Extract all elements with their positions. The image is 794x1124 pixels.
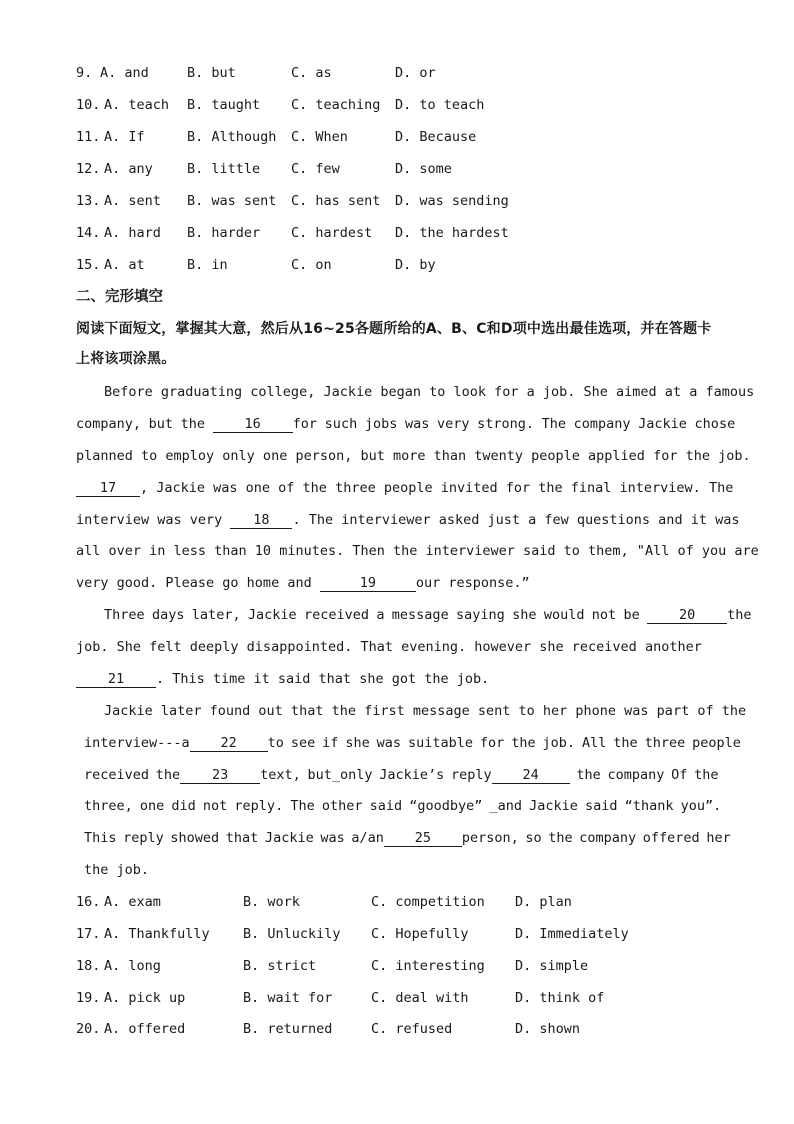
- option-a: A. any: [104, 161, 153, 177]
- passage-text: This reply showed that Jackie was a/an: [84, 830, 384, 846]
- passage-text: . This time it said that she got the job.: [156, 671, 490, 687]
- option-d: D. the hardest: [395, 225, 509, 241]
- option-d: D. to teach: [395, 97, 485, 113]
- option-c: C. teaching: [291, 97, 381, 113]
- passage-line: [76, 510, 739, 530]
- passage-text: the: [727, 607, 752, 623]
- option-b: B. but: [187, 65, 236, 81]
- passage-text: , Jackie was one of the three people invited for the final interview. The: [140, 480, 734, 496]
- option-b: B. taught: [187, 97, 261, 113]
- passage-line: [84, 733, 741, 753]
- question-number: 16.: [76, 894, 101, 910]
- option-a: A. teach: [104, 97, 170, 113]
- option-c: C. interesting: [371, 958, 485, 974]
- passage-line: [76, 446, 751, 466]
- option-b: B. wait for: [243, 990, 333, 1006]
- question-number: 10.: [76, 97, 101, 113]
- passage-text: . The interviewer asked just a few questions and it was: [292, 512, 740, 528]
- option-d: D. by: [395, 257, 436, 273]
- passage-text: interview was very: [76, 512, 231, 528]
- option-a: A. offered: [104, 1021, 186, 1037]
- blank-25[interactable]: 25: [384, 830, 462, 847]
- question-number: 15.: [76, 257, 101, 273]
- section-heading: 二、完形填空: [76, 289, 163, 305]
- passage-text: three, one did not reply. The other said “goodbye” _and Jackie said “thank you”.: [84, 798, 722, 814]
- question-number: 18.: [76, 958, 101, 974]
- option-d: D. shown: [515, 1021, 581, 1037]
- option-d: D. simple: [515, 958, 589, 974]
- option-d: D. plan: [515, 894, 572, 910]
- question-number: 14.: [76, 225, 101, 241]
- section-instruction: 阅读下面短文，掌握其大意，然后从16~25各题所给的A、B、C和D项中选出最佳选项，并在答题卡上将该项涂黑。: [76, 321, 712, 367]
- passage-text: all over in less than 10 minutes. Then the interviewer said to them, "All of you are: [76, 543, 759, 559]
- option-a: A. and: [100, 65, 149, 81]
- option-a: A. at: [104, 257, 145, 273]
- option-d: D. or: [395, 65, 436, 81]
- option-c: C. has sent: [291, 193, 381, 209]
- question-number: 20.: [76, 1021, 101, 1037]
- passage-text: company, but the: [76, 416, 213, 432]
- passage-line: [104, 382, 754, 402]
- passage-line: [76, 541, 759, 561]
- passage-line: [84, 860, 149, 880]
- option-c: C. competition: [371, 894, 485, 910]
- passage-text: the job.: [84, 862, 150, 878]
- passage-text: person, so the company offered her: [461, 830, 731, 846]
- blank-16[interactable]: 16: [213, 416, 293, 433]
- passage-text: planned to employ only one person, but more than twenty people applied for the job.: [76, 448, 751, 464]
- question-number: 13.: [76, 193, 101, 209]
- option-b: B. in: [187, 257, 228, 273]
- blank-20[interactable]: 20: [647, 607, 727, 624]
- passage-line: [104, 701, 746, 721]
- option-b: B. work: [243, 894, 300, 910]
- option-c: C. as: [291, 65, 332, 81]
- passage-line: [76, 414, 735, 434]
- passage-text: Before graduating college, Jackie began to look for a job. She aimed at a famous: [104, 384, 755, 400]
- option-b: B. harder: [187, 225, 261, 241]
- question-number: 9.: [76, 65, 93, 81]
- option-b: B. Unluckily: [243, 926, 341, 942]
- question-number: 17.: [76, 926, 101, 942]
- option-a: A. exam: [104, 894, 161, 910]
- option-a: A. hard: [104, 225, 161, 241]
- passage-line: [76, 637, 702, 657]
- blank-23[interactable]: 23: [180, 767, 260, 784]
- option-a: A. sent: [104, 193, 161, 209]
- passage-text: very good. Please go home and: [76, 575, 320, 591]
- option-d: D. Immediately: [515, 926, 629, 942]
- option-c: C. on: [291, 257, 332, 273]
- option-a: A. Thankfully: [104, 926, 210, 942]
- option-a: A. If: [104, 129, 145, 145]
- passage-text: text, but_only Jackie’s reply: [260, 767, 492, 783]
- passage-text: Jackie later found out that the first message sent to her phone was part of the: [104, 703, 747, 719]
- option-a: A. long: [104, 958, 161, 974]
- passage-text: received the: [84, 767, 181, 783]
- passage-text: the company Of the: [569, 767, 719, 783]
- blank-19[interactable]: 19: [320, 575, 416, 592]
- blank-24[interactable]: 24: [492, 767, 570, 784]
- passage-text: interview---a: [84, 735, 190, 751]
- option-c: C. deal with: [371, 990, 469, 1006]
- option-b: B. little: [187, 161, 261, 177]
- option-b: B. returned: [243, 1021, 333, 1037]
- passage-line: [84, 796, 721, 816]
- option-c: C. few: [291, 161, 340, 177]
- passage-text: our response.”: [415, 575, 530, 591]
- passage-text: to see if she was suitable for the job. All the three people: [267, 735, 741, 751]
- question-number: 19.: [76, 990, 101, 1006]
- option-c: C. refused: [371, 1021, 453, 1037]
- passage-line: [76, 669, 489, 689]
- option-c: C. When: [291, 129, 348, 145]
- option-a: A. pick up: [104, 990, 186, 1006]
- passage-line: [84, 765, 718, 785]
- passage-text: job. She felt deeply disappointed. That evening. however she received another: [76, 639, 702, 655]
- option-d: D. was sending: [395, 193, 509, 209]
- passage-text: for such jobs was very strong. The company Jackie chose: [292, 416, 736, 432]
- blank-21[interactable]: 21: [76, 671, 156, 688]
- blank-18[interactable]: 18: [230, 512, 292, 529]
- option-b: B. was sent: [187, 193, 277, 209]
- option-d: D. some: [395, 161, 452, 177]
- question-number: 12.: [76, 161, 101, 177]
- passage-line: [104, 605, 751, 625]
- option-b: B. Although: [187, 129, 277, 145]
- option-c: C. Hopefully: [371, 926, 469, 942]
- blank-17[interactable]: 17: [76, 480, 140, 497]
- passage-line: [84, 828, 731, 848]
- option-d: D. think of: [515, 990, 605, 1006]
- passage-line: [76, 573, 530, 593]
- question-number: 11.: [76, 129, 101, 145]
- option-c: C. hardest: [291, 225, 373, 241]
- blank-22[interactable]: 22: [190, 735, 268, 752]
- passage-line: [76, 478, 733, 498]
- option-b: B. strict: [243, 958, 317, 974]
- passage-text: Three days later, Jackie received a message saying she would not be: [104, 607, 648, 623]
- option-d: D. Because: [395, 129, 477, 145]
